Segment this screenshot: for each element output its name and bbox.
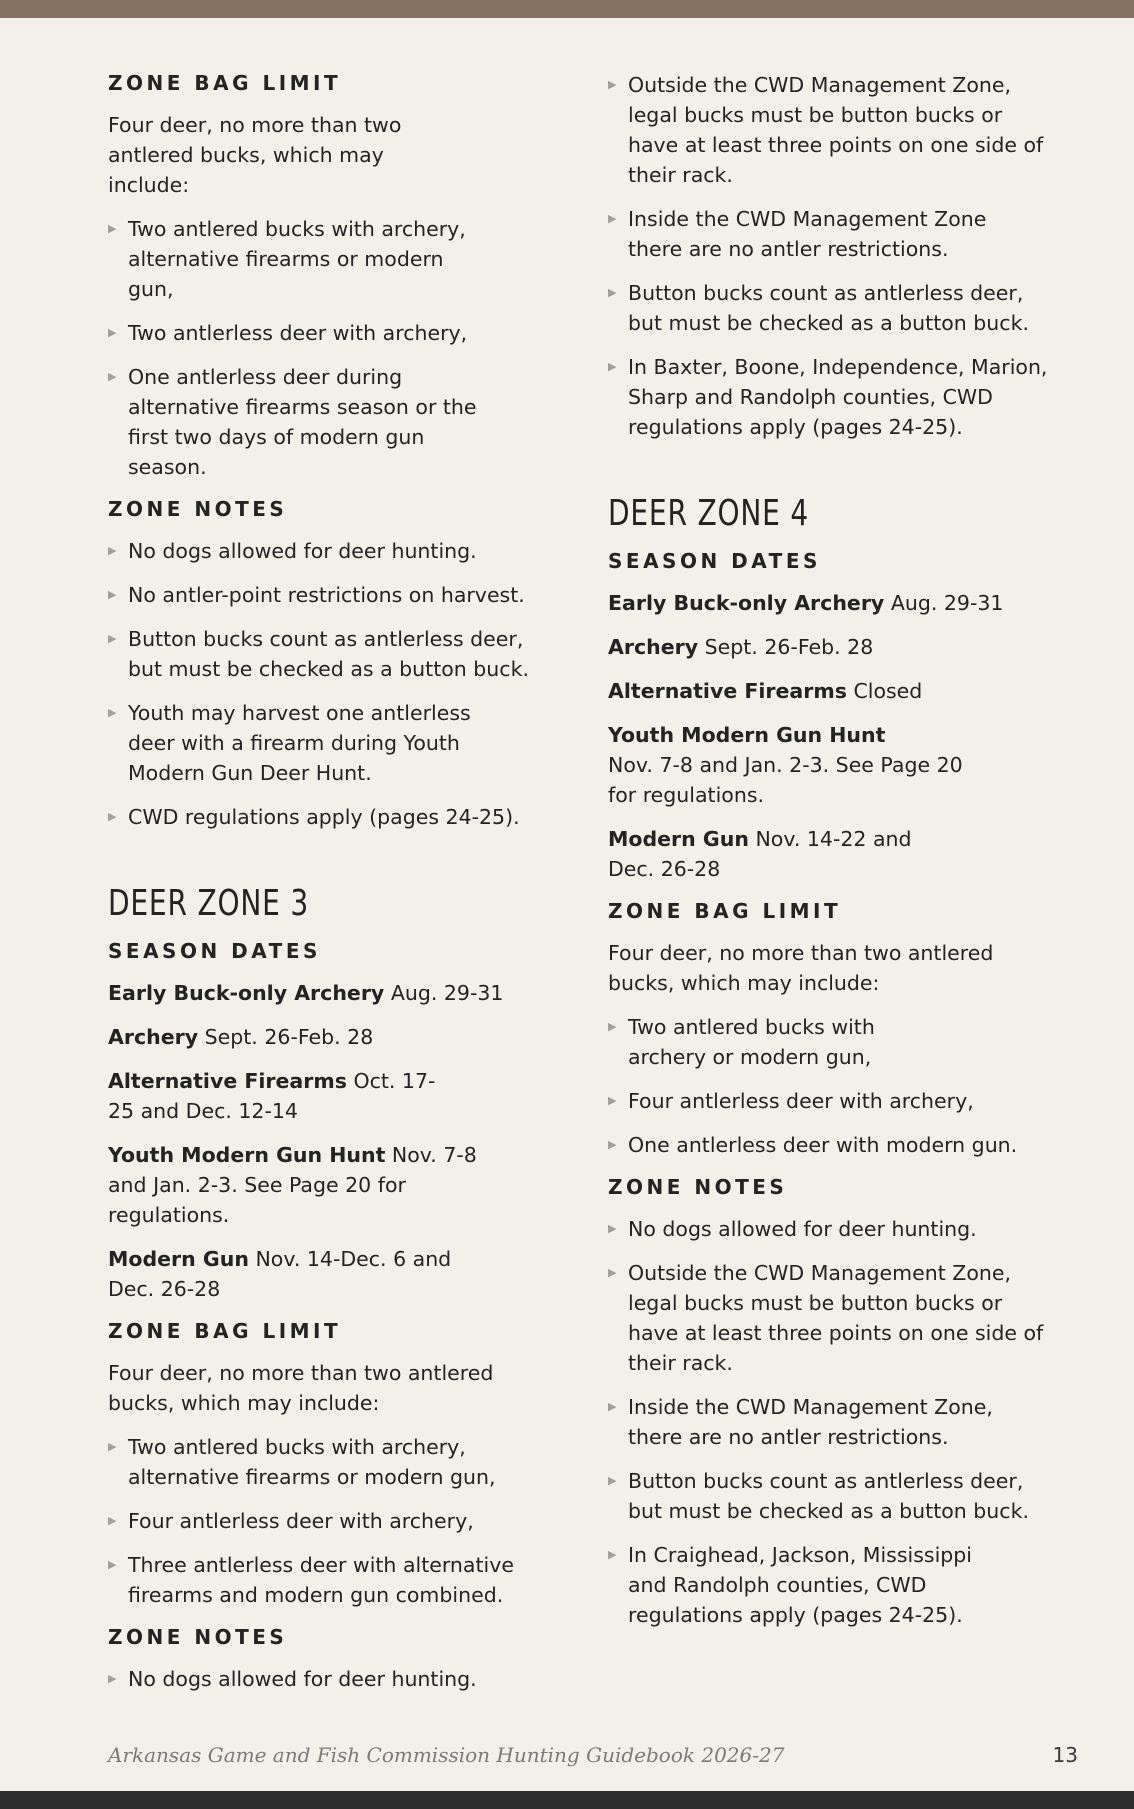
list-item: ▶ Two antlerless deer with archery, [108,318,548,348]
list-item: ▶ In Craighead, Jackson, Mississippi and Randolph counties, CWD regulations apply (pages 24-25). [608,1540,988,1630]
top-border [0,0,1134,18]
triangle-bullet-icon: ▶ [608,1020,617,1033]
zone3-notes-label: ZONE NOTES [108,1625,288,1649]
zone4-bag-intro: Four deer, no more than two antlered bucks, which may include: [608,941,994,995]
list-item: ▶ Outside the CWD Management Zone, legal bucks must be button bucks or have at least three points on one side of their rack. [608,70,1048,190]
list-item: ▶ Inside the CWD Management Zone there are no antler restrictions. [608,204,998,264]
list-item: ▶ Four antlerless deer with archery, [108,1506,548,1536]
zone3-bag-list [108,1432,548,1610]
triangle-bullet-icon: ▶ [108,326,117,339]
triangle-bullet-icon: ▶ [108,1672,117,1685]
zone3-notes-list [108,1664,548,1694]
zone2-bag-limit-label: ZONE BAG LIMIT [108,71,342,95]
triangle-bullet-icon: ▶ [608,360,617,373]
triangle-bullet-icon: ▶ [608,1548,617,1561]
zone2-notes-list [108,536,548,832]
zone4-season-dates-label: SEASON DATES [608,549,821,573]
zone2-bag-list [108,214,548,482]
triangle-bullet-icon: ▶ [108,370,117,383]
page-footer [108,1738,1078,1772]
list-item: ▶ No dogs allowed for deer hunting. [108,536,548,566]
zone3-date-row: Youth Modern Gun Hunt Nov. 7-8 and Jan. 2-3. See Page 20 for regulations. [108,1143,477,1227]
triangle-bullet-icon: ▶ [608,1474,617,1487]
triangle-bullet-icon: ▶ [608,1138,617,1151]
list-item: ▶ One antlerless deer with modern gun. [608,1130,1048,1160]
list-item: ▶ Two antlered bucks with archery, alternative firearms or modern gun, [108,214,468,304]
page-number: 13 [1052,1743,1078,1767]
triangle-bullet-icon: ▶ [108,1558,117,1571]
zone3-season-dates-label: SEASON DATES [108,939,321,963]
zone3-heading: DEER ZONE 3 [108,883,310,924]
triangle-bullet-icon: ▶ [108,222,117,235]
zone3-bag-limit-label: ZONE BAG LIMIT [108,1319,342,1343]
list-item: ▶ No dogs allowed for deer hunting. [608,1214,1048,1244]
list-item: ▶ Button bucks count as antlerless deer, but must be checked as a button buck. [108,624,548,684]
zone2-notes-label: ZONE NOTES [108,497,288,521]
triangle-bullet-icon: ▶ [108,810,117,823]
list-item: ▶ No dogs allowed for deer hunting. [108,1664,548,1694]
zone3-date-row: Early Buck-only Archery Aug. 29-31 [108,981,504,1005]
triangle-bullet-icon: ▶ [608,212,617,225]
zone4-date-row: Alternative Firearms Closed [608,679,923,703]
zone4-date-row: Modern Gun Nov. 14-22 and Dec. 26-28 [608,827,912,881]
list-item: ▶ Button bucks count as antlerless deer, but must be checked as a button buck. [608,1466,1048,1526]
list-item: ▶ CWD regulations apply (pages 24-25). [108,802,548,832]
triangle-bullet-icon: ▶ [608,1222,617,1235]
triangle-bullet-icon: ▶ [608,78,617,91]
triangle-bullet-icon: ▶ [108,1514,117,1527]
list-item: ▶ One antlerless deer during alternative firearms season or the first two days of modern gun season. [108,362,508,482]
list-item: ▶ Inside the CWD Management Zone, there are no antler restrictions. [608,1392,998,1452]
triangle-bullet-icon: ▶ [108,588,117,601]
triangle-bullet-icon: ▶ [608,286,617,299]
list-item: ▶ Youth may harvest one antlerless deer with a firearm during Youth Modern Gun Deer Hunt. [108,698,488,788]
list-item: ▶ Four antlerless deer with archery, [608,1086,1048,1116]
left-column [108,70,548,1708]
zone3-bag-intro: Four deer, no more than two antlered bucks, which may include: [108,1361,494,1415]
triangle-bullet-icon: ▶ [108,544,117,557]
list-item: ▶ Outside the CWD Management Zone, legal bucks must be button bucks or have at least three points on one side of their rack. [608,1258,1048,1378]
triangle-bullet-icon: ▶ [608,1266,617,1279]
zone3-date-row: Archery Sept. 26-Feb. 28 [108,1025,374,1049]
zone4-date-row: Archery Sept. 26-Feb. 28 [608,635,874,659]
zone2-bag-intro: Four deer, no more than two antlered bucks, which may include: [108,113,402,197]
list-item: ▶ Two antlered bucks with archery, alternative firearms or modern gun, [108,1432,508,1492]
bottom-border [0,1791,1134,1809]
zone4-date-row: Early Buck-only Archery Aug. 29-31 [608,591,1004,615]
zone4-notes-list [608,1214,1048,1630]
triangle-bullet-icon: ▶ [608,1400,617,1413]
list-item: ▶ In Baxter, Boone, Independence, Marion, Sharp and Randolph counties, CWD regulations apply (pages 24-25). [608,352,1048,442]
zone4-date-row: Youth Modern Gun Hunt Nov. 7-8 and Jan. 2-3. See Page 20 for regulations. [608,723,963,807]
zone4-notes-label: ZONE NOTES [608,1175,788,1199]
list-item: ▶ Two antlered bucks with archery or modern gun, [608,1012,908,1072]
zone4-bag-limit-label: ZONE BAG LIMIT [608,899,842,923]
guidebook-title: Arkansas Game and Fish Commission Hunting Guidebook 2026-27 [108,1743,785,1767]
zone3-notes-continued-list [608,70,1048,442]
right-column [608,70,1048,1644]
triangle-bullet-icon: ▶ [108,632,117,645]
list-item: ▶ Three antlerless deer with alternative firearms and modern gun combined. [108,1550,548,1610]
triangle-bullet-icon: ▶ [108,1440,117,1453]
triangle-bullet-icon: ▶ [108,706,117,719]
list-item: ▶ Button bucks count as antlerless deer, but must be checked as a button buck. [608,278,1048,338]
zone3-date-row: Alternative Firearms Oct. 17-25 and Dec. 12-14 [108,1069,436,1123]
zone4-bag-list [608,1012,1048,1160]
triangle-bullet-icon: ▶ [608,1094,617,1107]
list-item: ▶ No antler-point restrictions on harvest. [108,580,548,610]
zone3-date-row: Modern Gun Nov. 14-Dec. 6 and Dec. 26-28 [108,1247,452,1301]
zone4-heading: DEER ZONE 4 [608,493,810,534]
